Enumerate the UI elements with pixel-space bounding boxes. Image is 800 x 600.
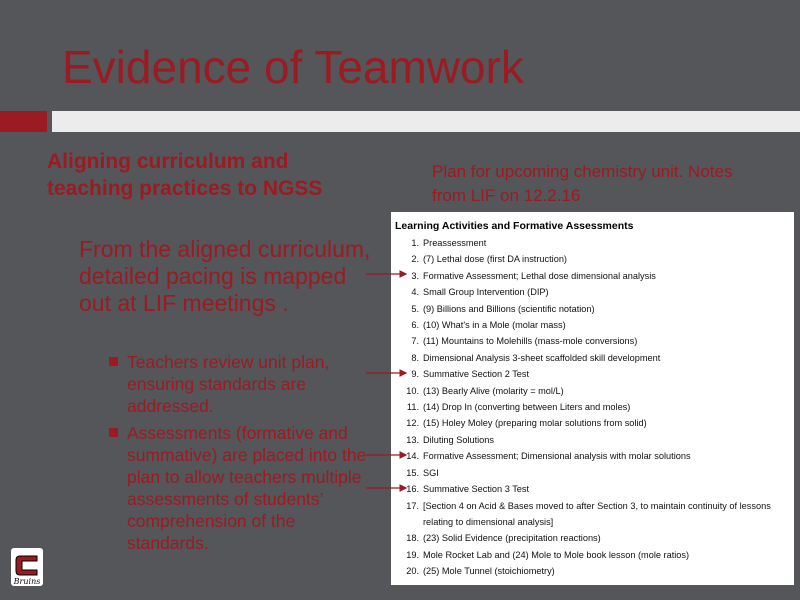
list-item: 10. (13) Bearly Alive (molarity = mol/L) — [406, 385, 564, 396]
lesson-plan-document — [391, 212, 794, 585]
svg-text:Bruins: Bruins — [13, 577, 41, 586]
square-bullet-icon — [109, 357, 118, 366]
title-divider-bar — [52, 111, 800, 132]
slide-title: Evidence of Teamwork — [62, 41, 524, 93]
pacing-paragraph: From the aligned curriculum, detailed pacing is mapped out at LIF meetings . — [79, 236, 371, 316]
subheading: Aligning curriculum and teaching practices to NGSS — [47, 150, 323, 200]
title-accent-bar — [0, 111, 47, 132]
list-item: 4. Small Group Intervention (DIP) — [411, 287, 549, 298]
activity-list — [395, 235, 791, 580]
list-item: 18. (23) Solid Evidence (precipitation reactions) — [406, 533, 601, 544]
list-item: 16. Summative Section 3 Test — [406, 484, 530, 495]
list-item: 2. (7) Lethal dose (first DA instruction) — [411, 254, 567, 265]
bullet-list — [109, 351, 371, 559]
list-item: 13. Diluting Solutions — [406, 434, 494, 445]
bullet-text: Teachers review unit plan, ensuring standards are addressed. — [127, 352, 330, 416]
list-item: 9. Summative Section 2 Test — [411, 369, 530, 380]
list-item: 3. Formative Assessment; Lethal dose dimensional analysis — [411, 270, 656, 281]
list-item: 8. Dimensional Analysis 3-sheet scaffolded skill development — [411, 352, 661, 363]
list-item: 5. (9) Billions and Billions (scientific notation) — [411, 303, 595, 314]
list-item: 7. (11) Mountains to Molehills (mass-mole conversions) — [411, 336, 638, 347]
list-item: 14. Formative Assessment; Dimensional analysis with molar solutions — [406, 451, 691, 462]
bullet-text: Assessments (formative and summative) are placed into the plan to allow teachers multiple assessments of students’ comprehension of the standards. — [127, 423, 367, 553]
bullet-item — [109, 422, 371, 554]
bullet-item — [109, 351, 371, 417]
list-item: 17. [Section 4 on Acid & Bases moved to after Section 3, to maintain continuity of lessons relating to dimensional analysis] — [406, 500, 771, 527]
list-item: 1. Preassessment — [411, 238, 487, 248]
list-item: 19. Mole Rocket Lab and (24) Mole to Mole book lesson (mole ratios) — [406, 549, 690, 560]
list-item: 6. (10) What's in a Mole (molar mass) — [411, 320, 566, 331]
list-item: 11. (14) Drop In (converting between Liters and moles) — [406, 402, 631, 413]
square-bullet-icon — [109, 428, 118, 437]
list-item: 15. SGI — [406, 467, 439, 478]
list-item: 12. (15) Holey Moley (preparing molar solutions from solid) — [406, 418, 647, 429]
list-item: 20. (25) Mole Tunnel (stoichiometry) — [406, 566, 555, 577]
document-title: Learning Activities and Formative Assessments — [395, 220, 634, 232]
school-logo-icon — [10, 547, 44, 587]
plan-note: Plan for upcoming chemistry unit. Notes from LIF on 12.2.16 — [432, 162, 733, 205]
